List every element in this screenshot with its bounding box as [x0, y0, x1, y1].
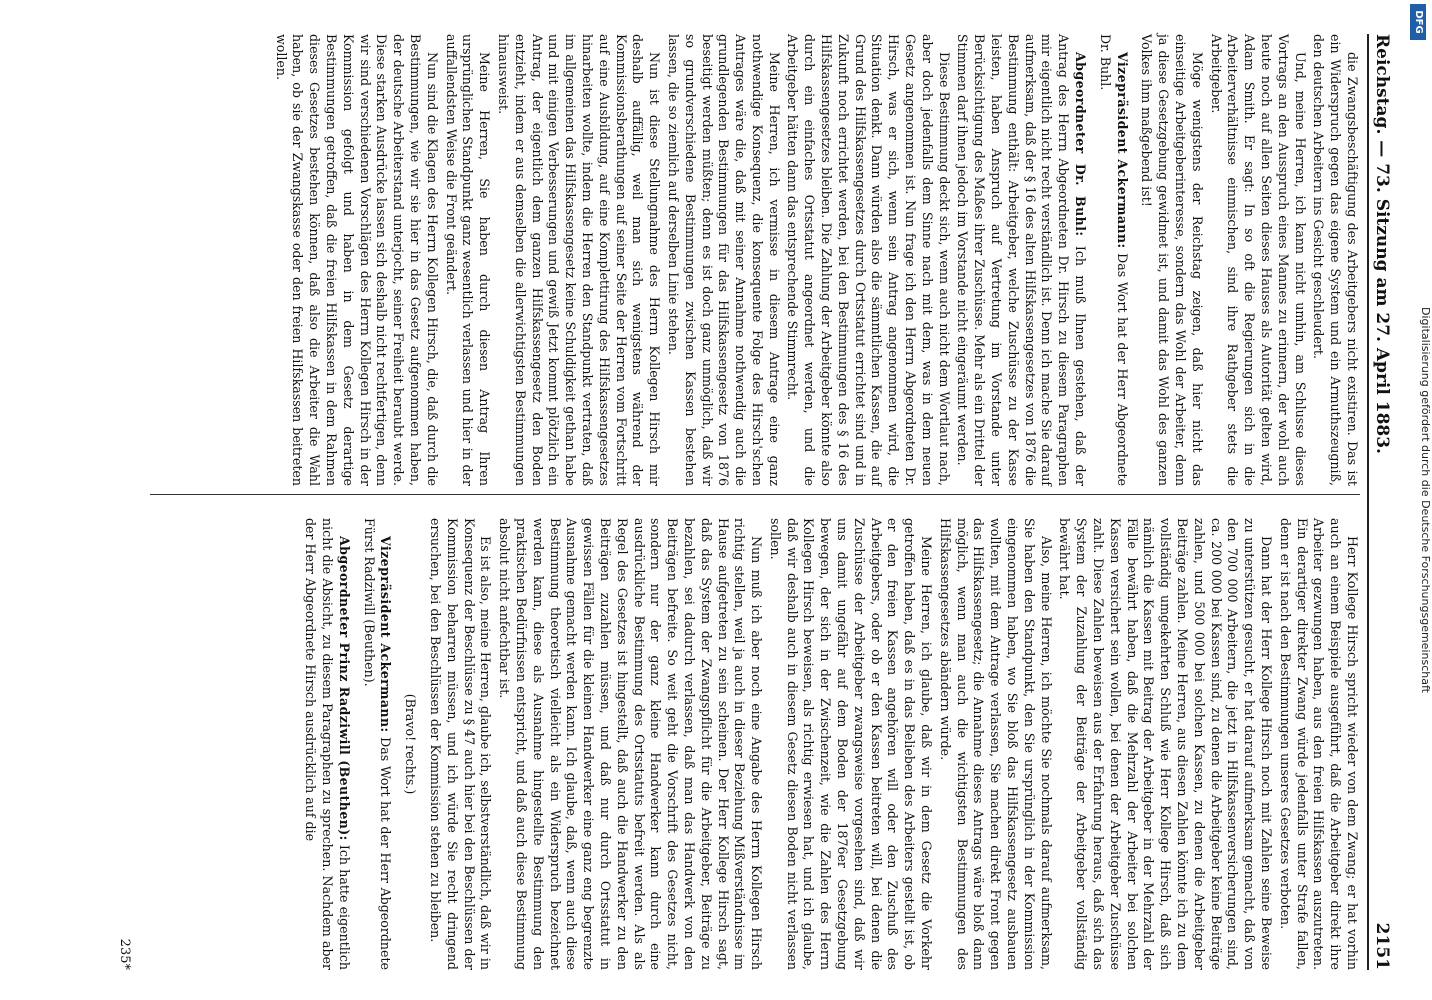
speaker-name: Abgeordneter Prinz Radziwill (Beuthen): — [336, 536, 352, 841]
right-column — [299, 518, 1360, 970]
header-title: Reichstag. — 73. Sitzung am 27. April 1883. — [1372, 34, 1392, 454]
left-column — [270, 34, 1360, 486]
speaker-name: Abgeordneter Dr. Buhl: — [1073, 52, 1089, 237]
paragraph — [664, 34, 782, 486]
paragraph — [401, 518, 418, 970]
paragraph-text: Das Wort hat der Herr Abgeordnete Fürst Radziwill (Beuthen). — [361, 518, 394, 970]
paragraph-text: Meine Herren, Sie haben durch diesen Antrag Ihren ursprünglichen Standpunkt ganz wesentlich verlassen und hier in der auffallendsten Weise die Front geändert. — [443, 34, 493, 486]
paragraph-text: Möge wenigstens der Reichstag zeigen, daß hier nicht das einseitige Arbeitgeberinteresse, sondern das Wohl der Arbeiter, denn ja diese Gesetzgebung gewidmet ist, und damit das Wohl des ganzen Volkes ihm maßgebend ist! — [1139, 34, 1205, 486]
paragraph-text: Herr Kollege Hirsch spricht wieder von dem Zwang; er hat vorhin auch an einem Beispiele ausgeführt, daß die Arbeitgeber direkt ihre Arbeiter gezwungen haben, aus den freien Hilfskassen auszutreten. Ein derartiger direkter Zwang würde jedenfalls unter Strafe fallen, denn er ist nach den Bestimmungen unseres Gesetzes verboten. — [1277, 518, 1360, 970]
paragraph-text: Dann hat der Herr Kollege Hirsch noch mit Zahlen seine Beweise zu unterstützen gesucht, er hat darauf aufmerksam gemacht, daß von den 700 000 Arbeitern, die jetzt in Hilfskassenversicherungen sind, ca. 200 000 bei Kassen sind, zu denen die Arbeitgeber keine Beiträge zahlen, und 500 000 bei solchen Kassen, zu denen die Arbeitgeber Beiträge zahlen. Meine Herren, aus diesen Zahlen könnte ich zu dem vollständig umgekehrten Schluß wie Herr Kollege Hirsch, daß sich nämlich die Kassen mit Beitrag der Arbeitgeber in der Mehrzahl der Fälle bewährt haben, daß die Mehrzahl der Arbeiter bei solchen Kassen versichert sein wollen, bei denen der Arbeitgeber Zuschüsse zahlt. Diese Zahlen beweisen aus der Erfahrung heraus, daß sich das System der Zuzahlung der Beiträge der Arbeitgeber vollständig bewährt hat. — [1057, 518, 1275, 970]
column-divider — [150, 494, 1360, 495]
dfg-logo-text: DFG — [1413, 10, 1424, 34]
paragraph-text: Also, meine Herren, ich möchte Sie nochmals darauf aufmerksam, Sie haben den Standpunkt, den Sie ursprünglich in der Kommission eingenommen haben, wo Sie bloß das Hilfskassengesetz ausbauen wollten, mit dem Antrage verlassen, Sie machen direkt Front gegen das Hilfskassengesetz; die Annahme dieses Antrags wäre bloß dann möglich, wenn man auch die wichtigsten Bestimmungen des Hilfskassengesetzes abändern würde. — [937, 518, 1054, 970]
paragraph-text: Ich muß Ihnen gestehen, daß der Antrag des Herrn Abgeordneten Dr. Hirsch zu diesem Paragraphen mir eigentlich nicht recht verständlich ist. Denn ich mache Sie darauf aufmerksam, daß der § 16 des alten Hilfskassengesetzes von 1876 die Bestimmung enthält: Arbeitgeber, welche Zuschüsse zu der Kasse leisten, haben Anspruch auf Vertretung im Vorstande unter Berücksichtigung des Maßes ihrer Zuschüsse. Mehr als ein Drittel der Stimmen darf ihnen jedoch im Vorstande nicht eingeräumt werden. — [955, 34, 1089, 486]
paragraph — [1056, 518, 1274, 970]
paragraph-text: Nun ist diese Stellungnahme des Herrn Kollegen Hirsch mir deshalb auffällig, weil man sich wenigstens während der Kommissionsberathungen auf seiner Seite der Herren vom Fortschritt auf eine Ausbildung, auf eine Komplettirung des Hilfskassengesetzes hinarbeiten wollte, indem die Herren den Standpunkt vertraten, daß im allgemeinen das Hilfskassengesetz keine Schuldigkeit gethan habe und mit einigen Verbesserungen und gewiß Jetzt kommt plötzlich ein Antrag, der eigentlich dem ganzen Hilfskassengesetz den Boden entzieht, indem er aus demselben die allerwichtigsten Bestimmungen hinausweist. — [495, 34, 663, 486]
paragraph-text: die Zwangsbeschäftigung des Arbeitgebers nicht existiren. Das ist ein Widerspruch gegen das eigene System und ein Armuthszeugniß, den deutschen Arbeitern ins Gesicht geschleudert. — [1311, 34, 1360, 486]
paragraph — [936, 518, 1054, 970]
paragraph — [766, 518, 934, 970]
paragraph — [1310, 34, 1360, 486]
page-number: 2151 — [1372, 922, 1392, 970]
speaker-name: Vizepräsident Ackermann: — [378, 536, 394, 733]
paragraph — [272, 34, 440, 486]
paragraph — [1207, 34, 1308, 486]
paragraph-text: (Bravo! rechts.) — [403, 693, 419, 795]
paragraph — [1276, 518, 1360, 970]
paragraph-text: Nun sind die Klagen des Herrn Kollegen Hirsch, die, daß durch die Bestimmungen, wie wir sie hier in das Gesetz aufgenommen haben, der deutsche Arbeiterstand unterjocht, seiner Freiheit beraubt werde. Diese starken Ausdrücke lassen sich deshalb nicht rechtfertigen, denn wir sind verschiedenen Vorschlägen des Herrn Kollegen Hirsch in der Kommission gefolgt und haben in dem Gesetz derartige Bestimmungen getroffen, daß die freien Hilfskassen in dem Rahmen dieses Gesetzes bestehen können, daß also die Arbeiter die Wahl haben, ob sie der Zwangskasse oder den freien Hilfskassen beitreten wollen. — [273, 34, 440, 486]
paragraph — [1096, 34, 1130, 486]
paragraph-text: Meine Herren, ich glaube, daß wir in dem Gesetz die Vorkehr getroffen haben, daß es in das Belieben des Arbeiters gestellt ist, ob er den freien Kassen angehören will oder den Zuschuß des Arbeitgebers, oder ob er den Kassen beitreten will, bei denen die Zuschüsse der Arbeitgeber zwangsweise vorgesehen sind, daß wir uns damit ungefähr auf dem Boden der 1876er Gesetzgebung bewegen, der sich in der Zwischenzeit, wie die Zahlen des Herrn Kollegen Hirsch beweisen, als richtig erwiesen hat, und ich glaube, daß wir deshalb auch in diesem Gesetz diesen Boden nicht verlassen sollen. — [767, 518, 935, 970]
paragraph-text: Diese Bestimmung deckt sich, wenn auch nicht dem Wortlaut nach, aber doch jedenfalls dem Sinne nach mit dem, was in dem neuen Gesetz angenommen ist. Nun frage ich den Herrn Abgeordneten Dr. Hirsch, was er sich, wenn sein Antrag angenommen wird, die Situation denkt. Dann würden also die sämmtlichen Kassen, die auf Grund des Hilfskassengesetzes durch Ortsstatut errichtet sind und in Zukunft noch errichtet werden, bei den Bestimmungen des § 16 des Hilfskassengesetzes bleiben. Die Zahlung der Arbeitgeber könnte also durch ein einfaches Ortsstatut angeordnet werden, und die Arbeitgeber hätten dann das entsprechende Stimmrecht. — [785, 34, 952, 486]
paragraph — [784, 34, 952, 486]
paragraph-text: Nun muß ich aber noch eine Angabe des Herrn Kollegen Hirsch richtig stellen, weil ja auch in dieser Beziehung Mißverständnisse im Hause aufgetreten zu sein scheinen. Der Herr Kollege Hirsch sagt, daß das System der Zwangspflicht für die Arbeitgeber, Beiträge zu bezahlen, sei dadurch verlassen, daß man das Handwerk von den Beiträgen befreite. So weit geht die Vorschrift des Gesetzes nicht, sondern nur der ganz kleine Handwerker kann durch eine ausdrückliche Bestimmung des Ortsstatuts befreit werden. Als als Regel des Gesetzes ist hingestellt, daß auch die Handwerker zu den Beiträgen zuzahlen müssen, und daß nur durch Ortsstatut in gewissen Fällen für die kleinen Handwerker eine ganz eng begrenzte Ausnahme gemacht werden kann. Ich glaube, daß, wenn auch diese Bestimmung theoretisch vielleicht als ein Widerspruch bezeichnet werden kann, diese als Ausnahme hingestellte Bestimmung den praktischen Bedürfnissen entspricht, und daß auch diese Bestimmung absolut nicht anfechtbar ist. — [497, 518, 765, 970]
page-footer-reference: 235* — [117, 938, 132, 970]
speaker-name: Vizepräsident Ackermann: — [1114, 52, 1130, 249]
digitization-credit — [1400, 0, 1432, 1000]
paragraph — [360, 518, 394, 970]
page-header — [1372, 34, 1392, 970]
dfg-logo — [1410, 4, 1426, 40]
paragraph — [426, 518, 493, 970]
paragraph-text: Es ist also, meine Herren, glaube ich, selbstverständlich, daß wir in Konsequenz der Beschlüsse zu § 47 auch hier bei den Beschlüssen der Kommission beharren müssen, und ich würde Sie recht dringend ersuchen, bei den Beschlüssen der Kommission stehen zu bleiben. — [427, 518, 494, 970]
credit-text: Digitalisierung gefördert durch die Deutsche Forschungsgemeinschaft — [1419, 307, 1432, 693]
paragraph — [954, 34, 1088, 486]
paragraph — [494, 34, 662, 486]
paragraph — [301, 518, 351, 970]
paragraph-text: Meine Herren, ich vermisse in diesem Antrage eine ganz nothwendige Konsequenz, die konsequente Folge des Hirsch'schen Antrages wäre die, daß mit seiner Annahme nothwendig auch die grundlegenden Bestimmungen für das Hilfskassengesetz von 1876 beseitigt werden müßten; denn es ist doch ganz unmöglich, daß wir so grundverschiedene Bestimmungen zwischen Kassen bestehen lassen, die so ziemlich auf derselben Linie stehen. — [665, 34, 782, 486]
paragraph-text: Ich hatte eigentlich nicht die Absicht, zu diesem Paragraphen zu sprechen. Nachdem aber der Herr Abgeordnete Hirsch ausdrücklich auf die — [303, 518, 352, 970]
header-rule — [1367, 34, 1369, 970]
paragraph — [495, 518, 764, 970]
paragraph-text: Das Wort hat der Herr Abgeordnete Dr. Buhl. — [1097, 34, 1130, 486]
paragraph — [1138, 34, 1205, 486]
paragraph — [442, 34, 492, 486]
paragraph-text: Und, meine Herren, ich kann nicht umhin, am Schlusse dieses Vortrags an den Ausspruch eines Mannes zu erinnern, der wohl auch heute noch auf allen Seiten dieses Hauses als Autorität gelten wird, Adam Smith. Er sagt: In so oft die Regierungen sich in die Arbeiterverhältnisse einmischen, sind ihre Rathgeber stets die Arbeitgeber. — [1208, 34, 1308, 486]
